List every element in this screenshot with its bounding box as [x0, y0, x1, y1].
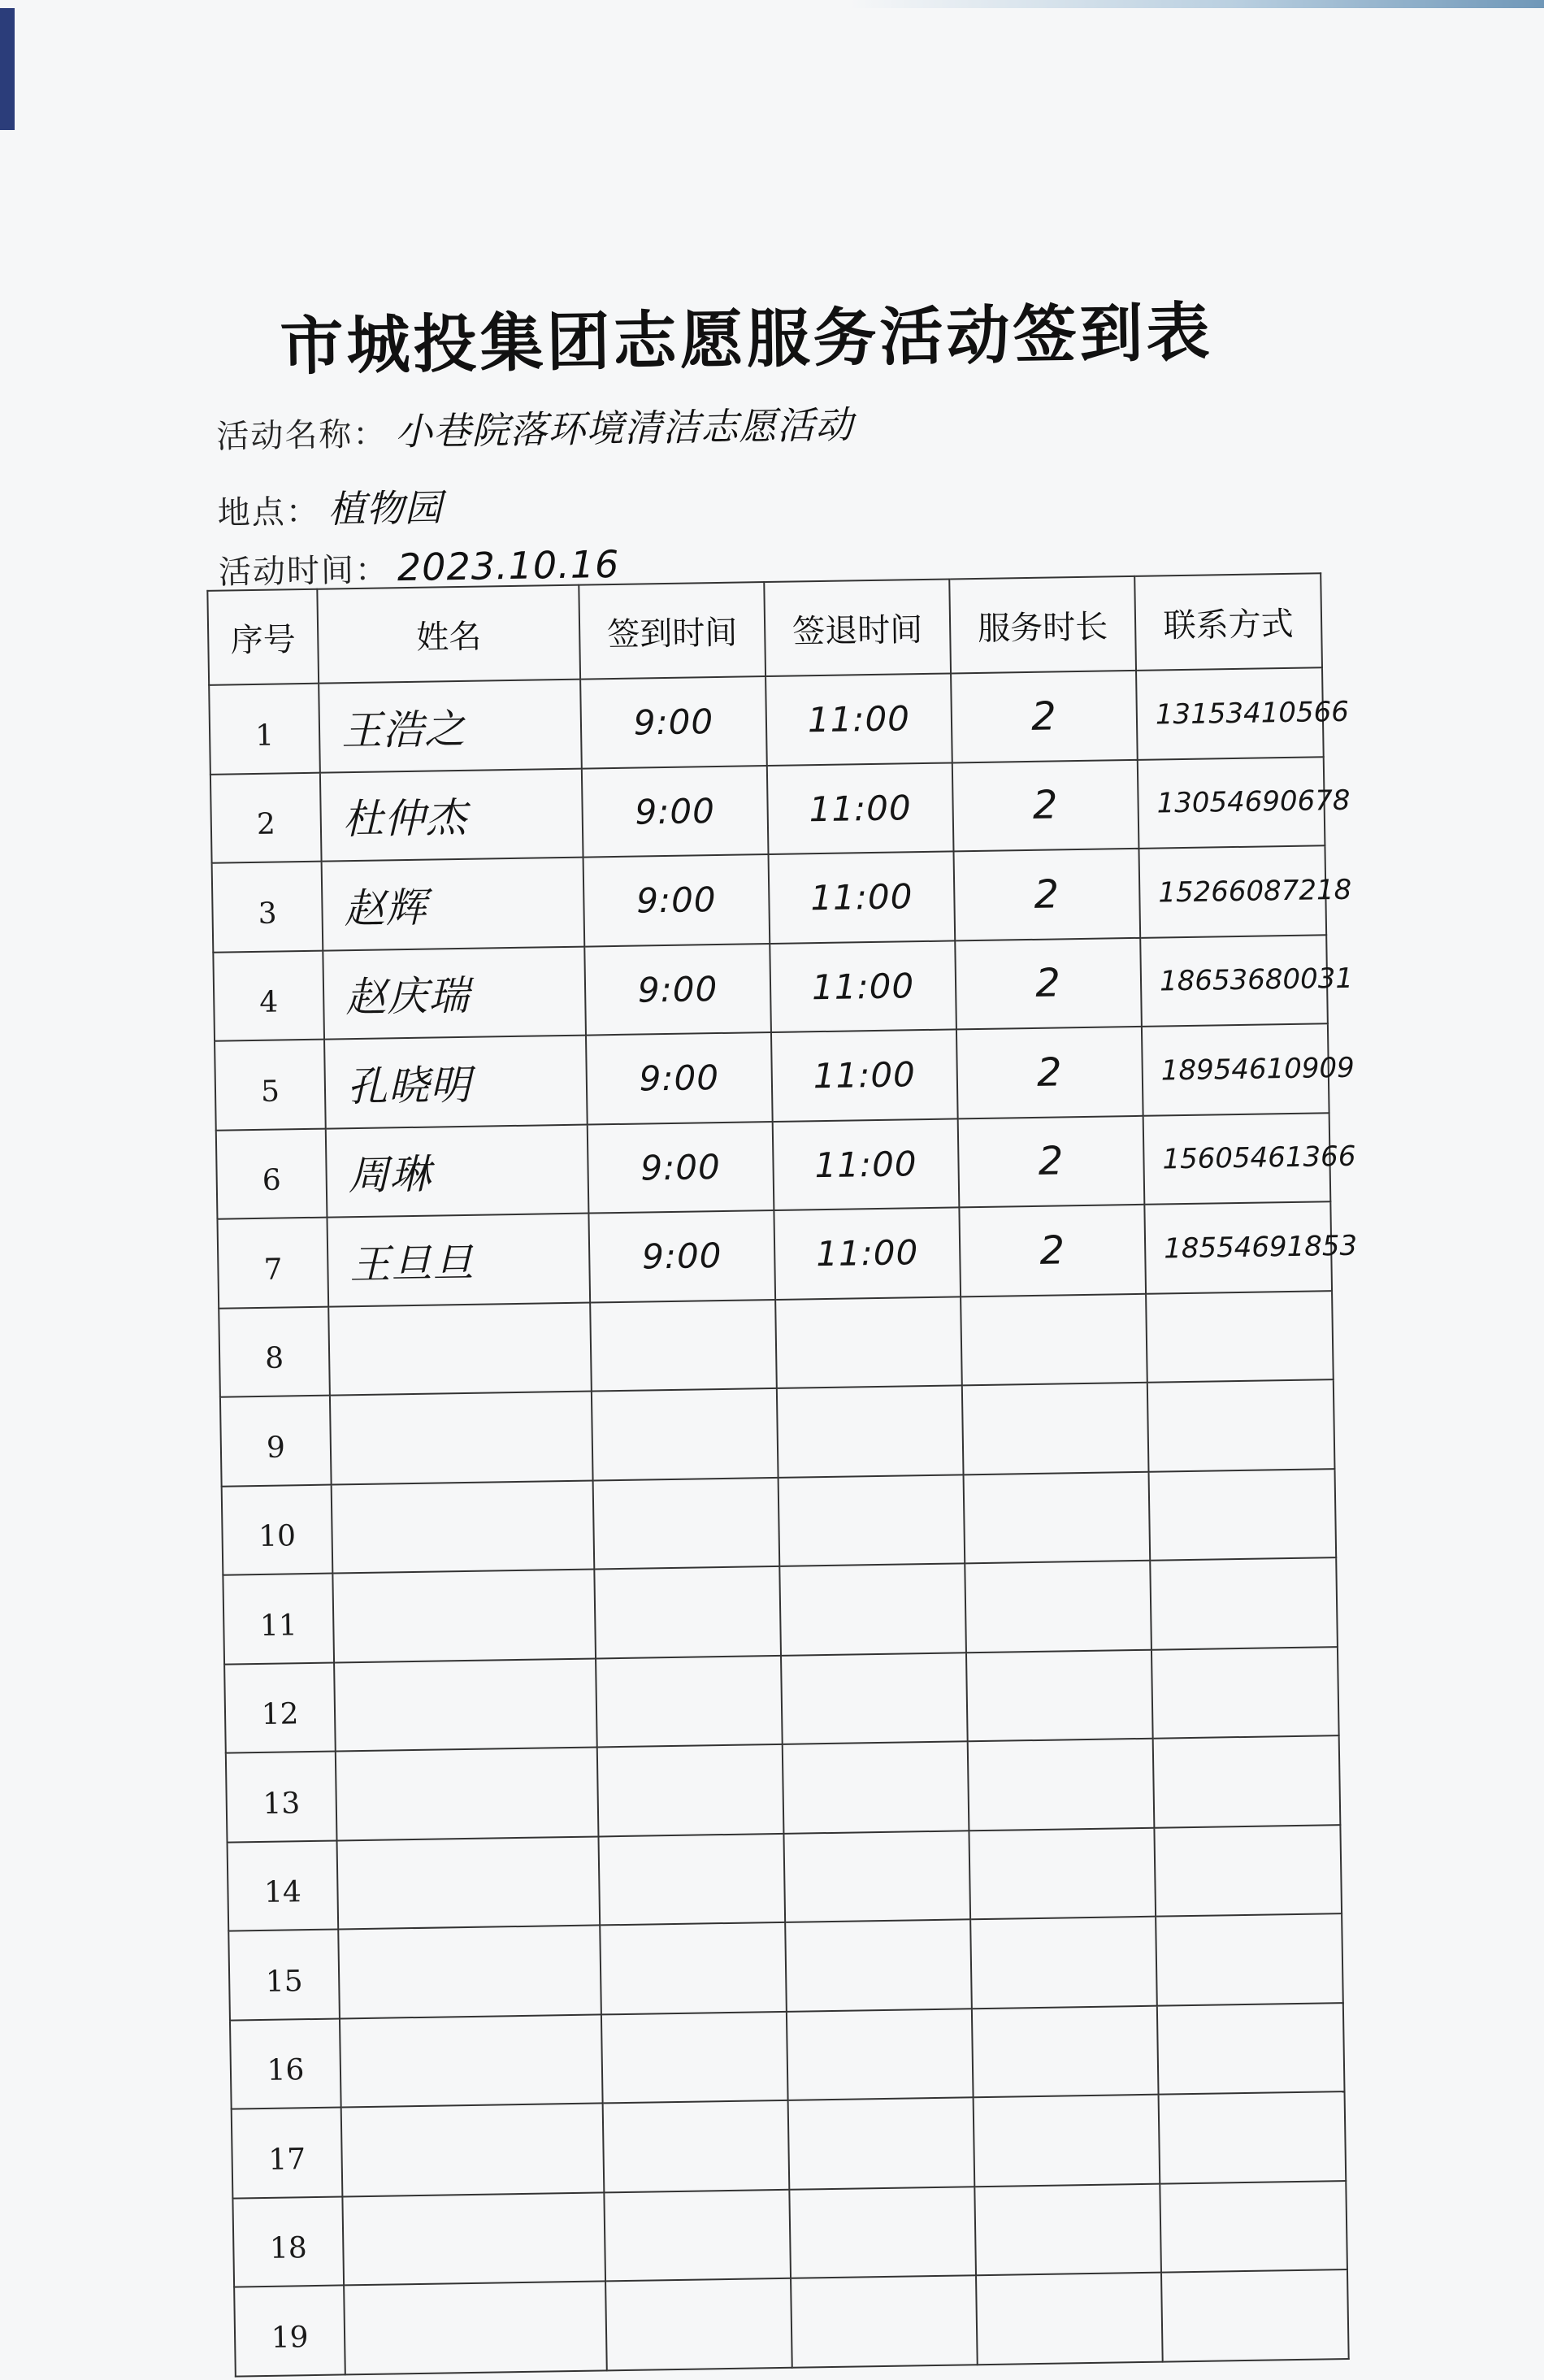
- row-sign-out: [777, 1385, 964, 1477]
- row-phone: [1151, 1647, 1339, 1739]
- table-row: [232, 2181, 1347, 2287]
- row-sign-out: [779, 1474, 965, 1566]
- row-sign-out: 11:00: [774, 1207, 961, 1299]
- row-duration: [969, 1827, 1156, 1919]
- row-sign-out: [783, 1741, 969, 1833]
- row-sign-in: [604, 2189, 791, 2281]
- row-duration: [961, 1293, 1147, 1385]
- row-sign-in: [593, 1477, 780, 1569]
- table-row: [222, 1469, 1337, 1575]
- row-sign-in: 9:00: [588, 1210, 775, 1302]
- row-name: [344, 2281, 607, 2374]
- row-number: 10: [222, 1484, 333, 1575]
- row-name: [337, 1836, 601, 1930]
- row-name: 周琳: [326, 1124, 589, 1218]
- table-row: [220, 1379, 1335, 1486]
- table-row: [213, 935, 1328, 1041]
- row-sign-in: [600, 1922, 787, 2014]
- row-number: 16: [230, 2018, 341, 2109]
- table-row: [228, 1825, 1342, 1931]
- row-duration: 2: [952, 759, 1139, 851]
- header-contact: 联系方式: [1134, 573, 1322, 671]
- row-number: 17: [232, 2107, 343, 2198]
- row-duration: [964, 1471, 1151, 1563]
- row-phone: [1146, 1291, 1334, 1383]
- row-name: [332, 1570, 596, 1663]
- row-duration: [970, 1917, 1157, 2009]
- row-phone: [1149, 1469, 1337, 1561]
- table-row: [234, 2269, 1349, 2376]
- table-row: [217, 1201, 1332, 1308]
- row-name: 孔晓明: [324, 1036, 588, 1129]
- header-sign-in: 签到时间: [579, 582, 765, 680]
- row-sign-in: 9:00: [583, 854, 770, 946]
- row-name: 赵庆瑞: [323, 946, 586, 1040]
- row-phone: [1156, 1913, 1343, 2005]
- row-duration: [966, 1649, 1153, 1741]
- row-sign-out: 11:00: [769, 851, 956, 943]
- activity-time-value: 2023.10.16: [397, 541, 620, 590]
- row-phone: 18653680031: [1140, 935, 1328, 1027]
- row-number: 19: [234, 2285, 345, 2376]
- row-sign-out: [791, 2275, 978, 2367]
- row-sign-out: 11:00: [767, 762, 954, 854]
- row-number: 6: [216, 1128, 327, 1219]
- row-number: 14: [228, 1840, 339, 1931]
- row-name: 王浩之: [319, 680, 582, 773]
- row-phone: [1150, 1557, 1338, 1649]
- table-row: [224, 1647, 1339, 1753]
- row-phone: [1153, 1735, 1341, 1827]
- row-phone: 18554691853: [1144, 1201, 1332, 1293]
- row-sign-out: [785, 1919, 972, 2011]
- row-name: 杜仲杰: [320, 768, 583, 862]
- header-no: 序号: [207, 589, 319, 685]
- row-number: 11: [223, 1574, 334, 1665]
- table-row: [212, 845, 1327, 952]
- row-sign-in: [590, 1299, 777, 1391]
- row-sign-in: [603, 2100, 790, 2192]
- page-title: 市城投集团志愿服务活动签到表: [279, 296, 1214, 384]
- row-sign-in: 9:00: [584, 944, 771, 1036]
- table-row: [216, 1113, 1331, 1219]
- row-sign-in: 9:00: [582, 766, 769, 858]
- row-number: 8: [219, 1306, 330, 1397]
- row-duration: 2: [951, 671, 1138, 762]
- row-sign-in: [592, 1388, 779, 1480]
- row-name: [340, 2014, 603, 2108]
- row-phone: 13153410566: [1136, 667, 1324, 759]
- header-name: 姓名: [317, 585, 580, 684]
- row-name: [338, 1925, 601, 2018]
- sign-in-table: [206, 572, 1358, 2377]
- row-sign-out: 11:00: [770, 940, 956, 1032]
- table-row: [210, 757, 1325, 863]
- row-number: 5: [215, 1040, 326, 1131]
- row-sign-out: [787, 2009, 974, 2100]
- row-name: [342, 2192, 605, 2286]
- row-sign-out: [789, 2187, 976, 2278]
- row-number: 1: [209, 684, 320, 775]
- row-number: 9: [220, 1396, 332, 1487]
- row-number: 15: [228, 1930, 340, 2021]
- row-duration: [962, 1383, 1149, 1474]
- activity-name-value: 小巷院落环境清洁志愿活动: [394, 402, 854, 454]
- row-sign-out: [788, 2097, 975, 2189]
- table-header-row: [207, 573, 1322, 685]
- row-sign-out: [779, 1563, 966, 1655]
- row-name: [332, 1480, 595, 1574]
- activity-time-label: 活动时间：: [218, 551, 390, 592]
- table-row: [230, 2003, 1345, 2109]
- row-sign-in: [597, 1744, 784, 1836]
- header-sign-out: 签退时间: [764, 579, 951, 676]
- row-phone: 13054690678: [1138, 757, 1325, 849]
- row-name: [341, 2103, 605, 2196]
- row-sign-out: 11:00: [773, 1118, 960, 1210]
- row-number: 2: [210, 772, 322, 863]
- row-duration: 2: [958, 1115, 1145, 1207]
- activity-name-label: 活动名称：: [216, 415, 388, 456]
- table-row: [228, 1913, 1343, 2020]
- row-sign-in: [605, 2278, 792, 2370]
- row-duration: [974, 2183, 1161, 2275]
- table-row: [215, 1023, 1329, 1130]
- row-name: 赵辉: [322, 858, 585, 951]
- row-sign-out: [775, 1296, 962, 1388]
- row-duration: 2: [959, 1205, 1146, 1296]
- table-row: [232, 2091, 1347, 2198]
- row-phone: [1154, 1825, 1342, 1917]
- row-duration: [976, 2273, 1163, 2365]
- row-number: 7: [217, 1218, 328, 1309]
- row-sign-out: 11:00: [765, 673, 952, 765]
- table-body: [209, 667, 1358, 2376]
- header-duration: 服务时长: [949, 576, 1136, 674]
- row-duration: [965, 1561, 1151, 1653]
- row-sign-in: 9:00: [586, 1032, 773, 1124]
- row-duration: 2: [955, 937, 1142, 1029]
- row-sign-in: [601, 2011, 788, 2103]
- row-duration: [974, 2095, 1160, 2187]
- row-sign-in: 9:00: [580, 676, 767, 768]
- row-sign-in: [594, 1566, 781, 1658]
- row-phone: [1160, 2181, 1347, 2273]
- row-sign-out: [781, 1653, 968, 1744]
- row-sign-in: [598, 1833, 785, 1925]
- table-row: [223, 1557, 1338, 1664]
- location-field: [217, 478, 443, 535]
- row-name: [328, 1302, 592, 1396]
- row-duration: 2: [953, 849, 1140, 940]
- row-phone: [1161, 2269, 1349, 2361]
- row-sign-out: 11:00: [771, 1029, 958, 1121]
- row-name: [336, 1747, 599, 1840]
- row-duration: 2: [956, 1027, 1143, 1118]
- row-sign-in: [596, 1655, 783, 1747]
- row-phone: 15266087218: [1138, 845, 1326, 937]
- row-number: 3: [212, 862, 323, 953]
- row-number: 4: [213, 950, 324, 1041]
- row-phone: [1157, 2003, 1345, 2095]
- table-row: [226, 1735, 1341, 1842]
- row-number: 18: [232, 2196, 344, 2287]
- location-label: 地点：: [217, 493, 321, 532]
- row-name: [330, 1392, 593, 1485]
- activity-name-field: [216, 395, 854, 458]
- row-phone: [1147, 1379, 1335, 1471]
- row-phone: 15605461366: [1143, 1113, 1331, 1205]
- table-row: [219, 1291, 1334, 1397]
- row-number: 12: [224, 1662, 336, 1753]
- row-phone: [1159, 2091, 1347, 2183]
- location-value: 植物园: [327, 485, 444, 532]
- row-number: 13: [226, 1752, 337, 1843]
- row-name: [334, 1658, 597, 1752]
- row-sign-in: 9:00: [588, 1121, 774, 1213]
- row-phone: 18954610909: [1142, 1023, 1329, 1115]
- row-sign-out: [783, 1831, 970, 1922]
- row-name: 王旦旦: [327, 1214, 590, 1307]
- row-duration: [972, 2005, 1159, 2097]
- table-row: [209, 667, 1324, 774]
- row-duration: [968, 1739, 1155, 1831]
